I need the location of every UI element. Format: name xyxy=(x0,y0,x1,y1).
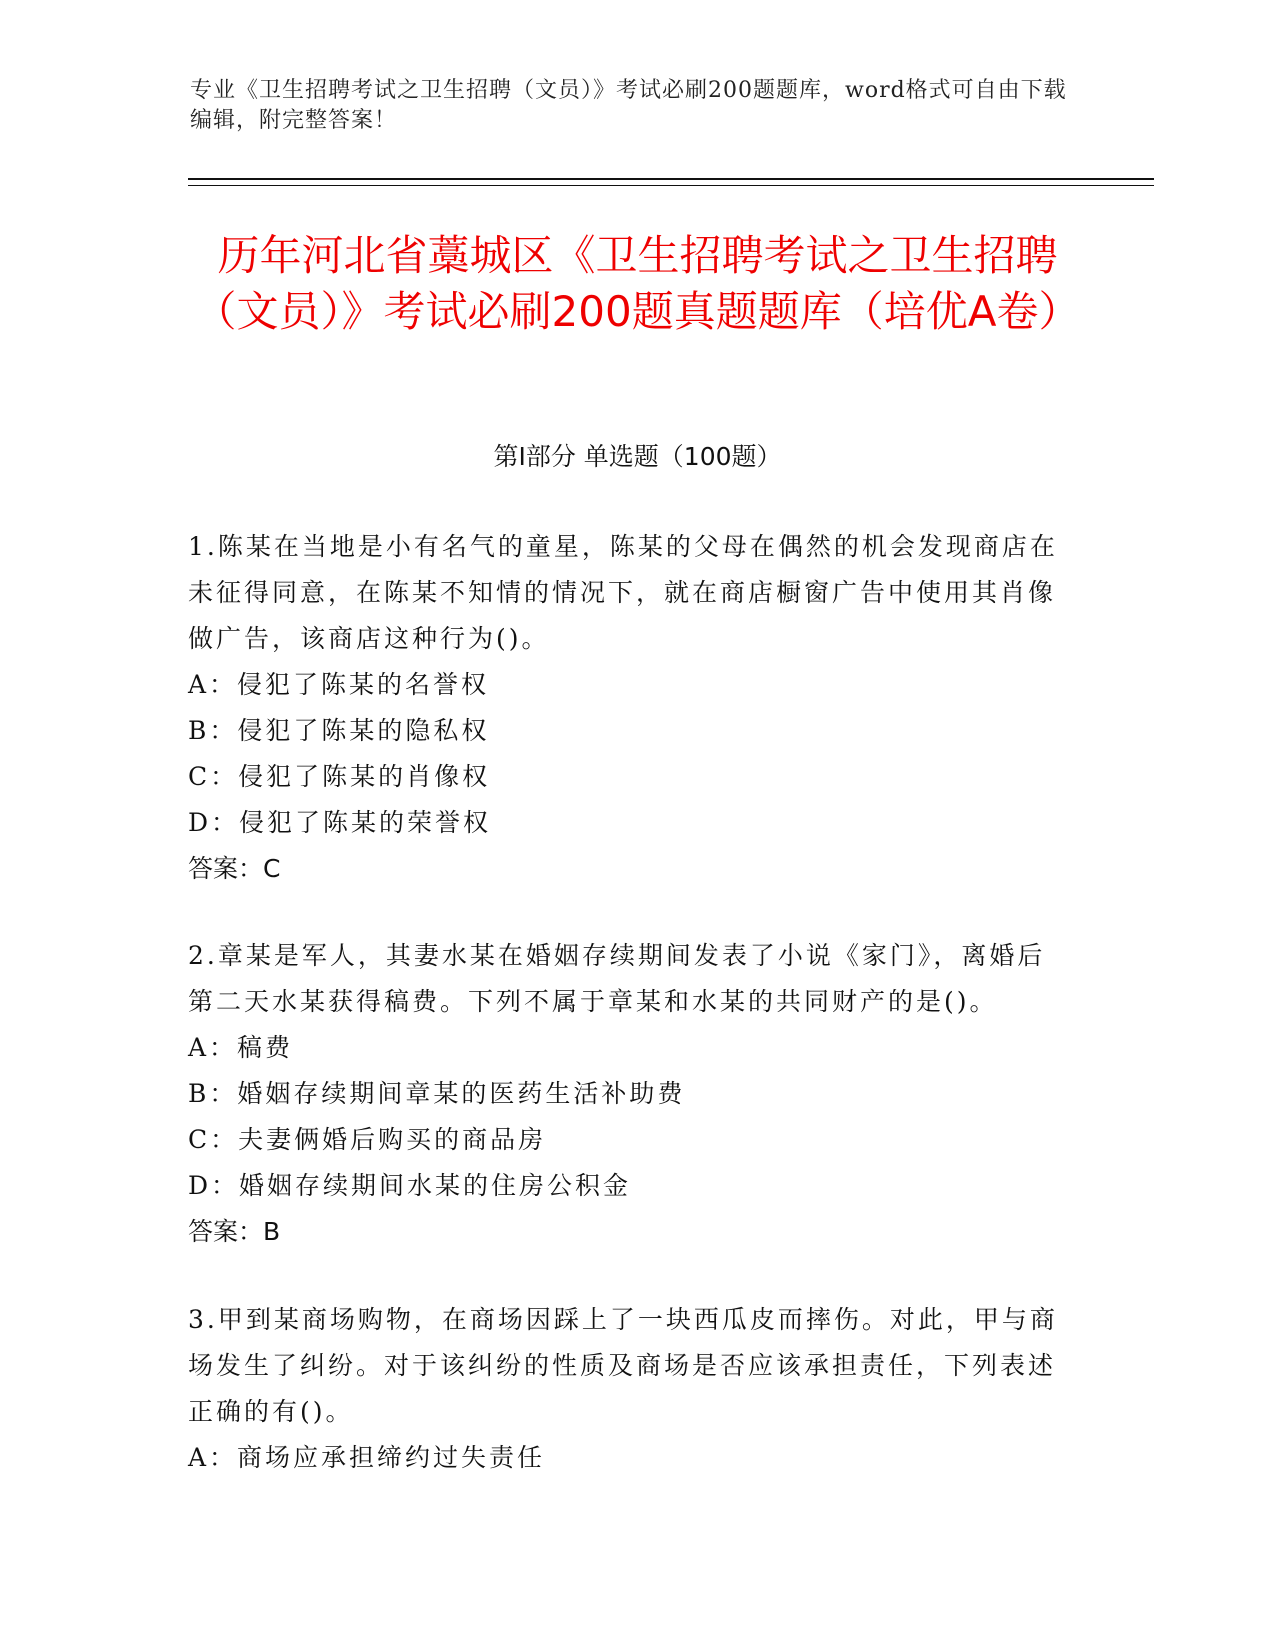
option-a: A：稿费 xyxy=(188,1033,294,1062)
header-divider-thin xyxy=(188,185,1154,186)
option-b: B：婚姻存续期间章某的医药生活补助费 xyxy=(188,1079,686,1108)
answer: 答案：B xyxy=(188,1217,281,1246)
question-3 xyxy=(188,1297,1058,1481)
section-heading: 第Ⅰ部分 单选题（100题） xyxy=(493,442,782,471)
option-c: C：夫妻俩婚后购买的商品房 xyxy=(188,1125,547,1154)
option-d: D：侵犯了陈某的荣誉权 xyxy=(188,808,492,837)
option-b: B：侵犯了陈某的隐私权 xyxy=(188,716,490,745)
question-2 xyxy=(188,933,1058,1255)
option-c: C：侵犯了陈某的肖像权 xyxy=(188,762,491,791)
question-stem: 1.陈某在当地是小有名气的童星，陈某的父母在偶然的机会发现商店在未征得同意，在陈某不知情的情况下，就在商店橱窗广告中使用其肖像做广告，该商店这种行为()。 xyxy=(188,532,1058,653)
question-stem: 3.甲到某商场购物，在商场因踩上了一块西瓜皮而摔伤。对此，甲与商场发生了纠纷。对于该纠纷的性质及商场是否应该承担责任，下列表述正确的有()。 xyxy=(188,1305,1058,1426)
option-d: D：婚姻存续期间水某的住房公积金 xyxy=(188,1171,632,1200)
document-title: 历年河北省藁城区《卫生招聘考试之卫生招聘（文员）》考试必刷200题真题题库（培优A卷） xyxy=(194,231,1081,336)
option-a: A：侵犯了陈某的名誉权 xyxy=(188,670,490,699)
header-divider-thick xyxy=(188,178,1154,180)
question-stem: 2.章某是军人，其妻水某在婚姻存续期间发表了小说《家门》，离婚后第二天水某获得稿费。下列不属于章某和水某的共同财产的是()。 xyxy=(188,941,1046,1016)
header-note: 专业《卫生招聘考试之卫生招聘（文员）》考试必刷200题题库，word格式可自由下载编辑，附完整答案！ xyxy=(190,78,1067,133)
answer: 答案：C xyxy=(188,854,281,883)
question-1 xyxy=(188,524,1058,892)
option-a: A：商场应承担缔约过失责任 xyxy=(188,1443,546,1472)
